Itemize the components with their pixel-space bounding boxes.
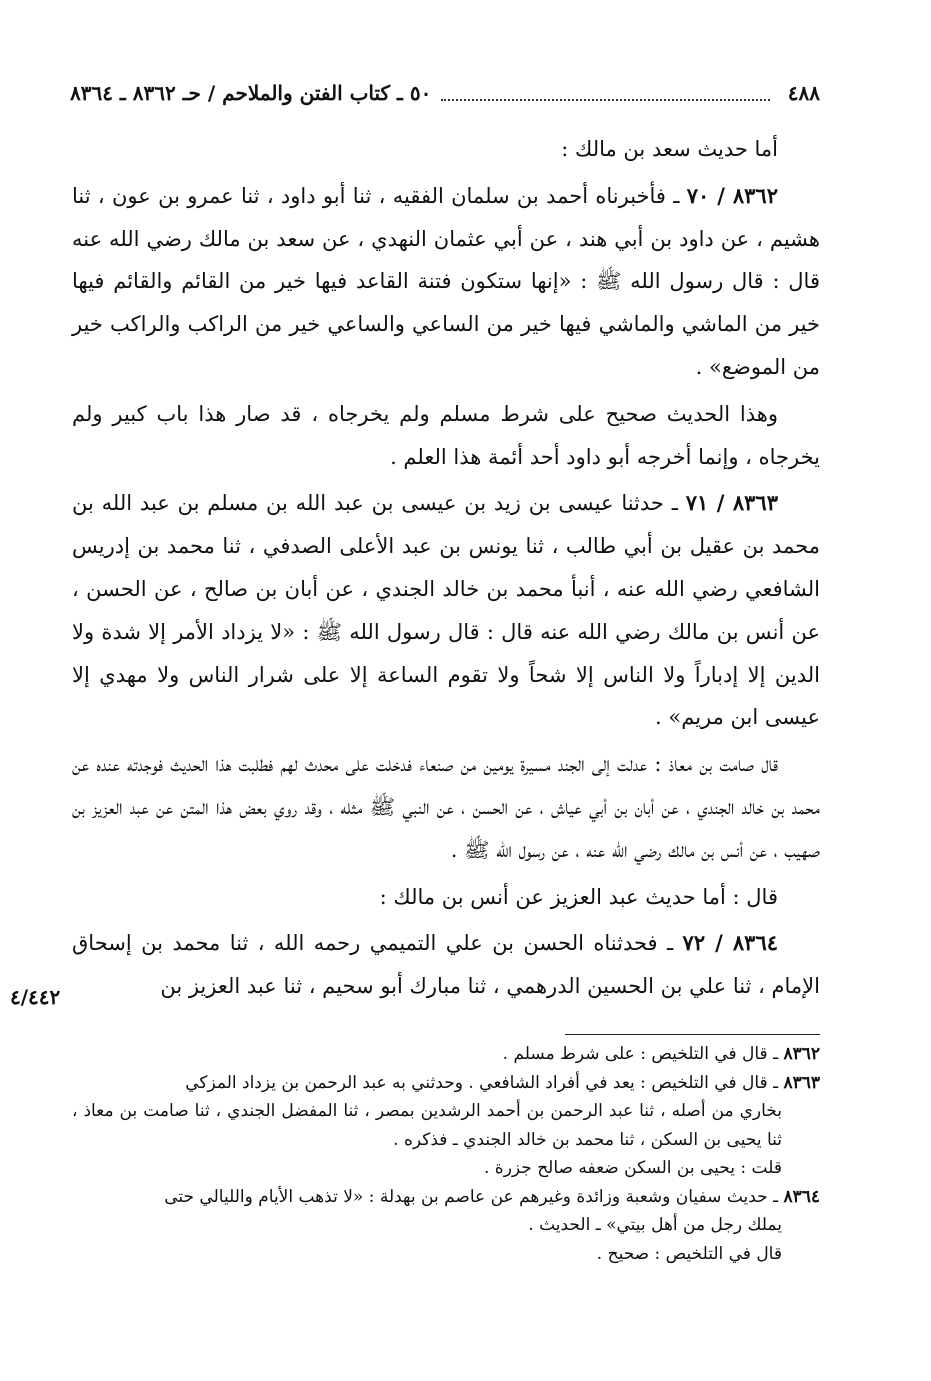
footnote-text: ـ قال في التلخيص : يعد في أفراد الشافعي . وحدثني به عبد الرحمن بن يزداد المزكي <box>185 1072 784 1093</box>
footnote-number: ٨٣٦٣ <box>783 1072 820 1093</box>
samit-narration-paragraph: قال صامت بن معاذ : عدلت إلى الجند مسيرة يومين من صنعاء فدخلت على محدث لهم فطلبت هذا الحديث فوجدته عنده عن محمد بن خالد الجندي ، عن أبان بن أبي عياش ، عن الحسن ، عن النبي ﷺ مثله ، وقد روي بعض هذا المتن عن عبد العزيز بن صهيب ، عن أنس بن مالك رضي الله عنه ، عن رسول الله ﷺ . <box>72 752 820 862</box>
footnote-8363 <box>72 1069 820 1098</box>
footnote-8364-continuation: يملك رجل من أهل بيتي» ـ الحديث . <box>528 1215 782 1235</box>
page-header <box>70 76 820 110</box>
margin-reference: ٤/٤٤٢ <box>10 985 61 1009</box>
footnote-8364 <box>72 1183 820 1212</box>
intro-abd-al-aziz: قال : أما حديث عبد العزيز عن أنس بن مالك : <box>379 884 778 909</box>
footnote-8362 <box>72 1040 820 1069</box>
footnote-number: ٨٣٦٢ <box>783 1044 820 1064</box>
hadith-text: ـ حدثنا عيسى بن زيد بن عيسى بن عبد الله بن مسلم بن عبد الله بن محمد بن عقيل بن أبي طالب ، ثنا يونس بن عبد الأعلى الصدفي ، ثنا محمد بن إدريس الشافعي رضي الله عنه ، أنبأ محمد بن خالد الجندي ، عن أبان بن صالح ، عن الحسن ، عن أنس بن مالك رضي الله عنه قال : قال رسول الله ﷺ : «لا يزداد الأمر إلا شدة ولا الدين إلا إدباراً ولا الناس إلا شحاً ولا تقوم الساعة إلا على شرار الناس ولا مهدي إلا عيسى ابن مريم» . <box>72 491 820 730</box>
hadith-8363 <box>72 482 820 739</box>
footnote-8363-remark: قلت : يحيى بن السكن ضعفه صالح جزرة . <box>483 1158 782 1178</box>
footnote-text: ـ حديث سفيان وشعبة وزائدة وغيرهم عن عاصم بن بهدلة : «لا تذهب الأيام والليالي حتى <box>164 1186 784 1207</box>
page-number: ٤٨٨ <box>787 81 820 105</box>
leader-dots <box>441 85 769 101</box>
intro-sad-bin-malik: أما حديث سعد بن مالك : <box>561 137 778 161</box>
main-text <box>72 128 820 1012</box>
footnote-text: ـ قال في التلخيص : على شرط مسلم . <box>502 1044 784 1064</box>
running-title: ٥٠ ـ كتاب الفتن والملاحم / حـ ٨٣٦٢ ـ ٨٣٦٤ <box>70 81 432 105</box>
footnote-number: ٨٣٦٤ <box>783 1186 820 1207</box>
footnote-8364-remark: قال في التلخيص : صحيح . <box>596 1243 782 1264</box>
hadith-8364 <box>72 922 820 1008</box>
footnote-divider <box>565 1034 820 1035</box>
hadith-text: ـ فحدثناه الحسن بن علي التميمي رحمه الله ، ثنا محمد بن إسحاق الإمام ، ثنا علي بن الحسين الدرهمي ، ثنا مبارك أبو سحيم ، ثنا عبد العزيز بن <box>72 931 820 999</box>
hadith-number: ٨٣٦٣ / ٧١ <box>685 490 778 516</box>
commentary-paragraph: وهذا الحديث صحيح على شرط مسلم ولم يخرجاه ، قد صار هذا باب كبير ولم يخرجاه ، وإنما أخرجه أبو داود أحد أئمة هذا العلم . <box>72 401 820 469</box>
footnotes <box>72 1040 820 1268</box>
hadith-text: ـ فأخبرناه أحمد بن سلمان الفقيه ، ثنا أبو داود ، ثنا عمرو بن عون ، ثنا هشيم ، عن داود بن أبي هند ، عن أبي عثمان النهدي ، عن سعد بن مالك رضي الله عنه قال : قال رسول الله ﷺ : «إنها ستكون فتنة القاعد فيها خير من القائم والقائم فيها خير من الماشي والماشي فيها خير من الساعي والساعي خير من الراكب والراكب خير من الموضع» . <box>72 183 820 379</box>
hadith-number: ٨٣٦٤ / ٧٢ <box>682 930 779 956</box>
footnote-8363-continuation: بخاري من أصله ، ثنا عبد الرحمن بن أحمد الرشدين بمصر ، ثنا المفضل الجندي ، ثنا صامت بن معاذ ، ثنا يحيى بن السكن ، ثنا محمد بن خالد الجندي ـ فذكره . <box>72 1101 782 1150</box>
hadith-8362 <box>72 175 820 389</box>
hadith-number: ٨٣٦٢ / ٧٠ <box>686 182 778 208</box>
